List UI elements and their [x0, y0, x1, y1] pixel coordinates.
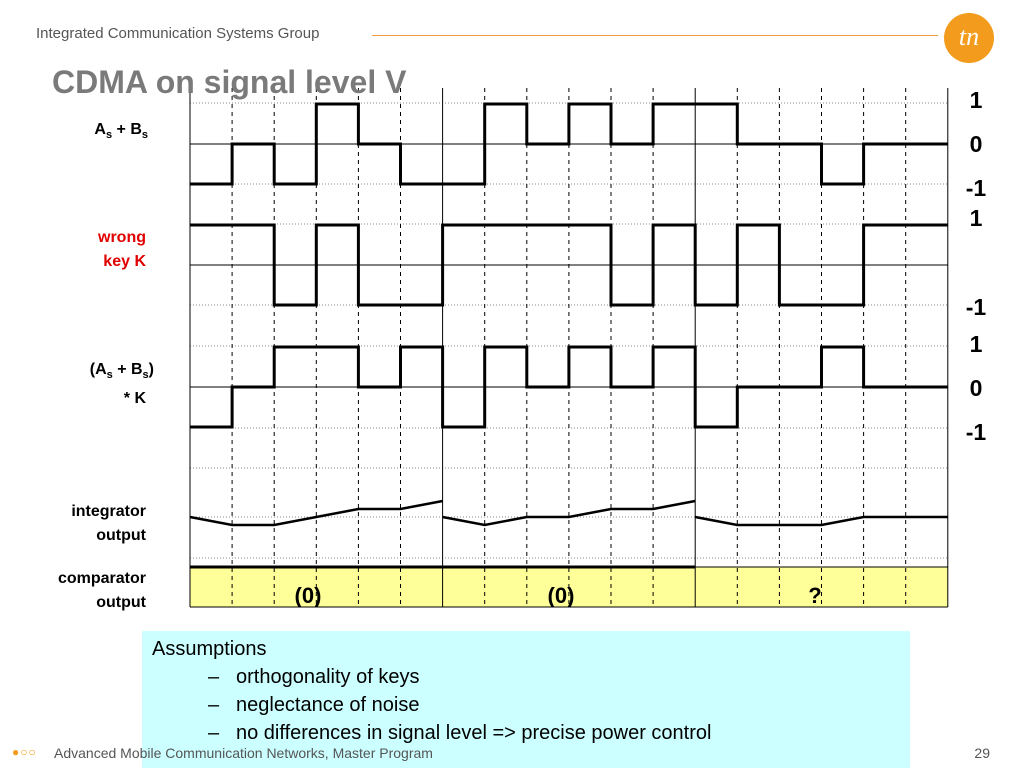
bullet-dash: – [208, 666, 220, 688]
level-product-high: 1 [969, 331, 983, 357]
level-product-zero: 0 [969, 375, 983, 401]
label-sum-signal: $A_s + B_s$ [94, 121, 148, 142]
label-wrong-key: wrong key K [98, 229, 146, 270]
comparator-result-2: (0) [547, 583, 575, 608]
level-key-low: -1 [965, 294, 987, 320]
bullet-dash: – [208, 722, 220, 744]
comparator-result-3: ? [808, 583, 822, 608]
level-sum-zero: 0 [969, 131, 983, 157]
label-integrator-output: integrator output [71, 503, 146, 544]
comparator-result-1: (0) [294, 583, 322, 608]
assumption-item: – no differences in signal level => precise power control [152, 719, 900, 747]
page-number: 29 [974, 745, 990, 761]
bullet-dash: – [208, 694, 220, 716]
footer-dots-icon: ●○○ [12, 745, 37, 759]
assumptions-heading: Assumptions [152, 638, 267, 660]
header-group-name: Integrated Communication Systems Group [36, 25, 320, 42]
level-key-high: 1 [969, 205, 983, 231]
label-comparator-output: comparator output [57, 570, 146, 611]
assumption-item: – orthogonality of keys [152, 663, 900, 691]
slide-title: CDMA on signal level V [52, 64, 407, 100]
level-sum-high: 1 [969, 87, 983, 113]
assumption-item: – neglectance of noise [152, 691, 900, 719]
level-product-low: -1 [965, 419, 987, 445]
group-logo: tn [944, 13, 994, 63]
footer-program: Advanced Mobile Communication Networks, Master Program [54, 745, 433, 761]
level-sum-low: -1 [965, 175, 987, 201]
label-product: $(A_s + B_s)$ * K [89, 361, 154, 408]
